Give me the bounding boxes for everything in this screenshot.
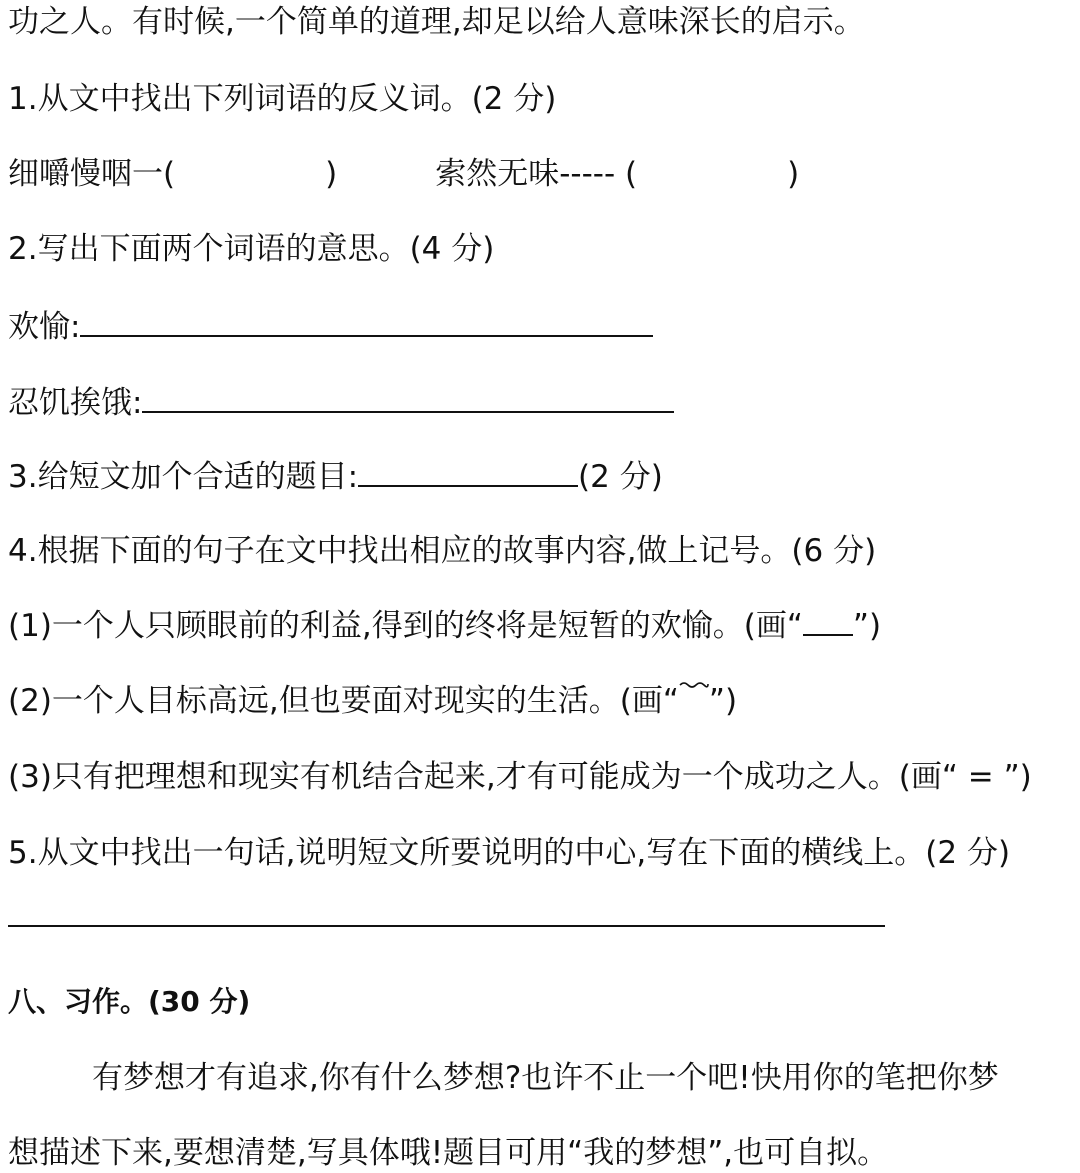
passage-ending-line: 功之人。有时候,一个简单的道理,却足以给人意味深长的启示。 [8,4,865,40]
question-4-item-3: (3)只有把理想和现实有机结合起来,才有可能成为一个成功之人。(画“ = ”) [8,759,1032,795]
q2-item-b-label: 忍饥挨饿: [8,385,143,421]
q3-points: (2 分) [578,459,663,495]
question-4-item-2 [8,681,737,721]
q4-item-1-text: (1)一个人只顾眼前的利益,得到的终将是短暂的欢愉。(画“ [8,608,803,644]
q1-item-a-close: ) [325,156,338,192]
q4-item-2-close: ”) [708,683,738,719]
essay-prompt-line-1: 有梦想才有追求,你有什么梦想?也许不止一个吧!快用你的笔把你梦 [92,1060,999,1096]
question-1-heading: 1.从文中找出下列词语的反义词。(2 分) [8,81,557,117]
question-3 [8,455,663,497]
q2-item-b-answer-line[interactable] [142,381,674,413]
q4-item-2-text: (2)一个人目标高远,但也要面对现实的生活。(画“ [8,683,679,719]
straight-underline-mark-icon [803,606,853,636]
question-2-item-a [8,305,653,347]
q3-label: 3.给短文加个合适的题目: [8,459,359,495]
section-8-heading: 八、习作。(30 分) [8,985,251,1018]
q4-item-1-close: ”) [852,608,882,644]
question-4-item-1 [8,606,881,646]
question-4-heading: 4.根据下面的句子在文中找出相应的故事内容,做上记号。(6 分) [8,533,877,569]
q5-answer-line[interactable] [8,925,885,927]
q2-item-a-label: 欢愉: [8,309,81,345]
question-1-items [8,154,799,194]
q1-item-b-close: ) [787,156,800,192]
question-2-item-b [8,381,674,423]
q2-item-a-answer-line[interactable] [80,305,653,337]
q1-item-a-label: 细嚼慢咽一( [8,156,176,192]
question-2-heading: 2.写出下面两个词语的意思。(4 分) [8,231,495,267]
q3-answer-line[interactable] [358,455,578,487]
wavy-underline-mark-icon [679,679,709,699]
q1-item-b-label: 索然无味----- ( [435,156,638,192]
essay-prompt-line-2: 想描述下来,要想清楚,写具体哦!题目可用“我的梦想”,也可自拟。 [8,1135,889,1171]
question-5-heading: 5.从文中找出一句话,说明短文所要说明的中心,写在下面的横线上。(2 分) [8,835,1011,871]
